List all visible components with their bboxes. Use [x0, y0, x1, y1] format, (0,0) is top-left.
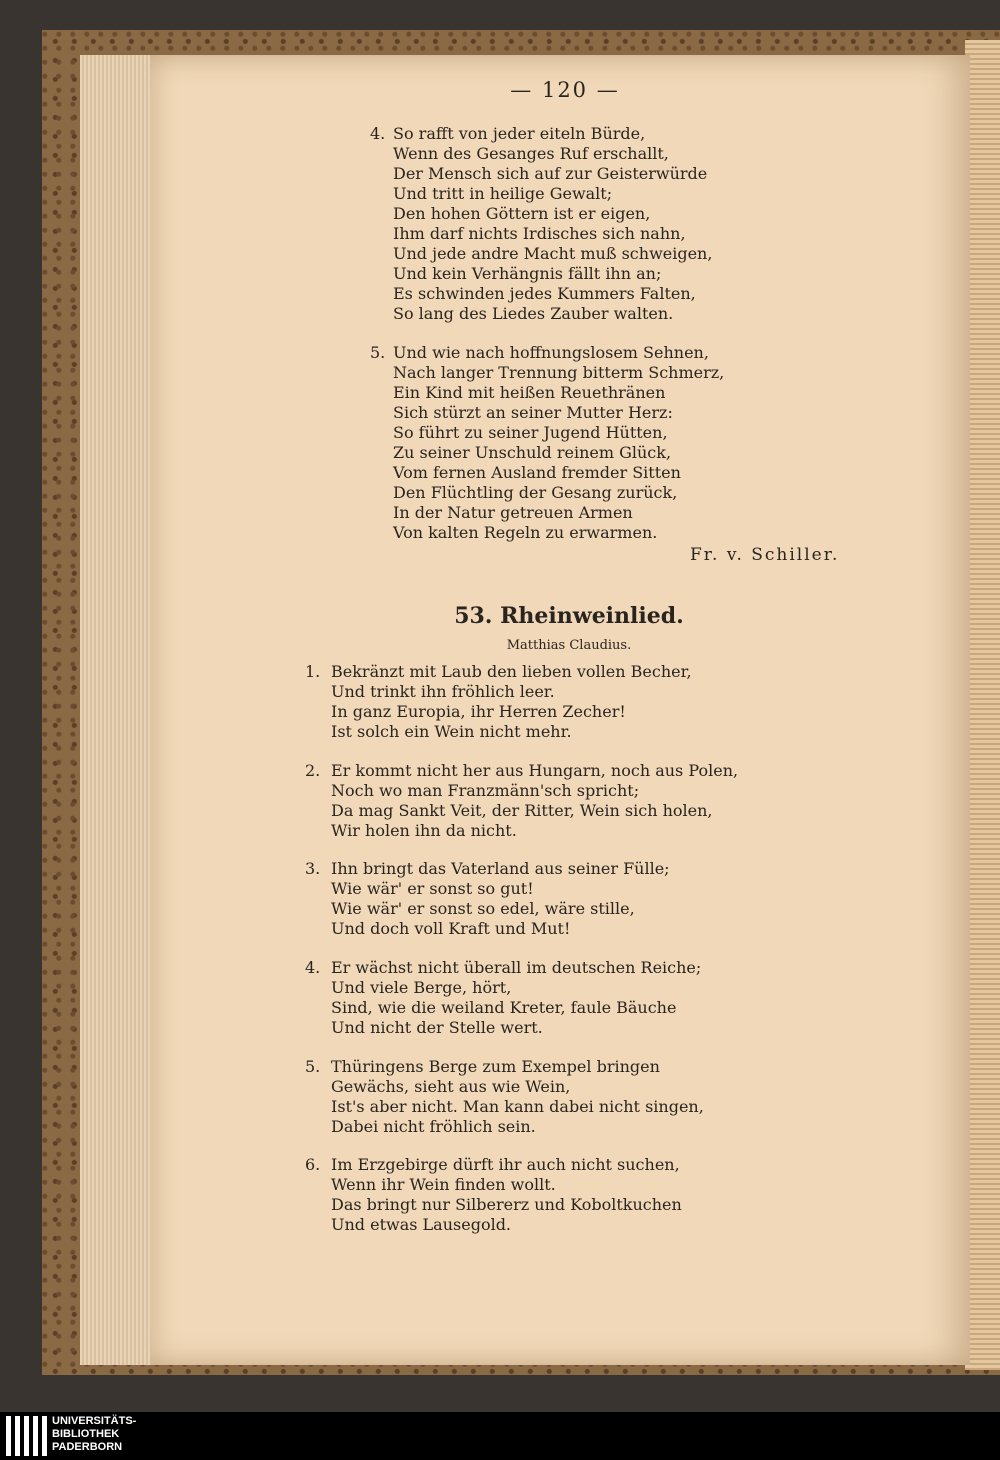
- verse-line: Wenn ihr Wein finden wollt.: [331, 1175, 556, 1194]
- stanza-number: 4.: [305, 958, 321, 977]
- page-number: — 120 —: [510, 78, 620, 102]
- verse-line: Von kalten Regeln zu erwarmen.: [393, 523, 658, 542]
- verse-line: Und viele Berge, hört,: [331, 978, 512, 997]
- verse-line: So führt zu seiner Jugend Hütten,: [393, 423, 668, 442]
- verse-line: Und trinkt ihn fröhlich leer.: [331, 682, 555, 701]
- verse-line: Und kein Verhängnis fällt ihn an;: [393, 264, 662, 283]
- verse-line: Und etwas Lausegold.: [331, 1215, 512, 1234]
- verse-line: Und doch voll Kraft und Mut!: [331, 919, 571, 938]
- verse-line: Wie wär' er sonst so edel, wäre stille,: [331, 899, 635, 918]
- verse-line: Das bringt nur Silbererz und Koboltkuchen: [331, 1195, 682, 1214]
- verse-line: Er kommt nicht her aus Hungarn, noch aus Polen,: [331, 761, 739, 780]
- verse-line: Nach langer Trennung bitterm Schmerz,: [393, 363, 725, 382]
- verse-line: Noch wo man Franzmänn'sch spricht;: [331, 781, 640, 800]
- poem-author: Matthias Claudius.: [506, 638, 632, 653]
- verse-line: Ihm darf nichts Irdisches sich nahn,: [393, 224, 686, 243]
- stanza-number: 6.: [305, 1155, 321, 1174]
- poem-title: 53. Rheinweinlied.: [454, 603, 684, 629]
- verse-line: Zu seiner Unschuld reinem Glück,: [393, 443, 672, 462]
- stanza-number: 3.: [305, 859, 321, 878]
- verse-line: Sind, wie die weiland Kreter, faule Bäuche: [331, 998, 677, 1017]
- facing-page-edge: [965, 40, 1000, 1370]
- library-name-line: PADERBORN: [52, 1441, 123, 1453]
- stanza-number: 4.: [370, 124, 386, 143]
- verse-line: Sich stürzt an seiner Mutter Herz:: [393, 403, 673, 422]
- verse-line: Gewächs, sieht aus wie Wein,: [331, 1077, 571, 1096]
- poem-author-signature: Fr. v. Schiller.: [690, 545, 840, 565]
- verse-line: Und nicht der Stelle wert.: [331, 1018, 543, 1037]
- verse-line: Ein Kind mit heißen Reuethränen: [393, 383, 666, 402]
- verse-line: So lang des Liedes Zauber walten.: [393, 304, 674, 323]
- stanza-number: 5.: [305, 1057, 321, 1076]
- library-logo-icon: [6, 1416, 50, 1456]
- library-name-line: BIBLIOTHEK: [52, 1428, 120, 1440]
- verse-line: Ist's aber nicht. Man kann dabei nicht singen,: [331, 1097, 704, 1116]
- stanza-number: 2.: [305, 761, 321, 780]
- verse-line: Bekränzt mit Laub den lieben vollen Becher,: [331, 662, 692, 681]
- verse-line: Wir holen ihn da nicht.: [331, 821, 517, 840]
- verse-line: Ihn bringt das Vaterland aus seiner Fülle;: [331, 859, 670, 878]
- verse-line: Und jede andre Macht muß schweigen,: [393, 244, 713, 263]
- verse-line: Thüringens Berge zum Exempel bringen: [331, 1057, 660, 1076]
- library-name: [52, 1415, 136, 1454]
- verse-line: Den hohen Göttern ist er eigen,: [393, 204, 651, 223]
- verse-line: So rafft von jeder eiteln Bürde,: [393, 124, 646, 143]
- verse-line: Es schwinden jedes Kummers Falten,: [393, 284, 696, 303]
- verse-line: Wie wär' er sonst so gut!: [331, 879, 534, 898]
- library-footer: [0, 1412, 1000, 1460]
- verse-line: Der Mensch sich auf zur Geisterwürde: [393, 164, 708, 183]
- verse-line: Und wie nach hoffnungslosem Sehnen,: [393, 343, 709, 362]
- verse-line: Den Flüchtling der Gesang zurück,: [393, 483, 678, 502]
- stanza-number: 1.: [305, 662, 321, 681]
- verse-line: Er wächst nicht überall im deutschen Reiche;: [331, 958, 702, 977]
- stanza-number: 5.: [370, 343, 386, 362]
- verse-line: Dabei nicht fröhlich sein.: [331, 1117, 536, 1136]
- verse-line: In der Natur getreuen Armen: [393, 503, 633, 522]
- verse-line: Da mag Sankt Veit, der Ritter, Wein sich holen,: [331, 801, 713, 820]
- verse-line: Vom fernen Ausland fremder Sitten: [393, 463, 681, 482]
- verse-line: Im Erzgebirge dürft ihr auch nicht suchen,: [331, 1155, 680, 1174]
- library-name-line: UNIVERSITÄTS-: [52, 1415, 137, 1427]
- verse-line: Wenn des Gesanges Ruf erschallt,: [393, 144, 669, 163]
- verse-line: In ganz Europia, ihr Herren Zecher!: [331, 702, 626, 721]
- verse-line: Und tritt in heilige Gewalt;: [393, 184, 613, 203]
- verse-line: Ist solch ein Wein nicht mehr.: [331, 722, 572, 741]
